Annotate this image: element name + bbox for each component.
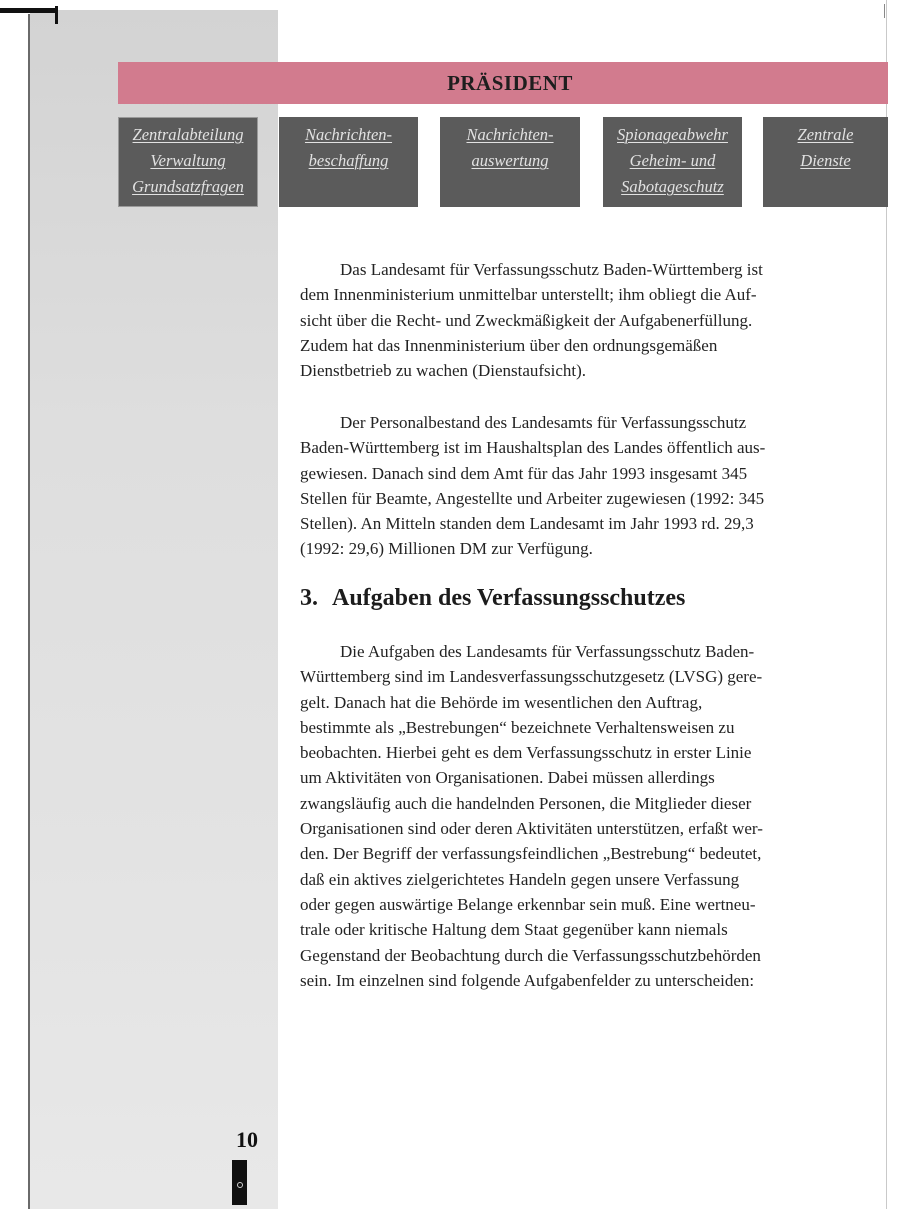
president-header-bar <box>118 62 888 104</box>
section-number: 3. <box>300 585 318 611</box>
department-label: beschaffung <box>308 151 389 170</box>
department-label: Verwaltung <box>150 151 226 170</box>
text-line: zwangsläufig auch die handelnden Personen, die Mitglieder dieser <box>300 793 752 813</box>
department-box-nachrichtenauswertung <box>440 117 580 207</box>
text-line: gelt. Danach hat die Behörde im wesentlichen den Auftrag, <box>300 692 703 712</box>
department-label: Nachrichten- <box>304 125 393 144</box>
department-label: Zentralabteilung <box>132 125 244 144</box>
crop-mark-tick <box>55 6 58 24</box>
text-line: Gegenstand der Beobachtung durch die Verfassungsschutzbehörden <box>300 945 761 965</box>
department-label: Geheim- und <box>629 151 716 170</box>
text-line: um Aktivitäten von Organisationen. Dabei müssen allerdings <box>300 768 715 788</box>
text-line: (1992: 29,6) Millionen DM zur Verfügung. <box>300 539 593 559</box>
department-label: Zentrale <box>797 125 854 144</box>
paragraph-dienstaufsicht <box>300 257 840 383</box>
text-line: den. Der Begriff der verfassungsfeindlichen „Bestrebung“ bedeutet, <box>300 844 762 864</box>
department-label: auswertung <box>471 151 549 170</box>
department-label: Dienste <box>800 151 851 170</box>
left-margin-rule <box>28 14 30 1209</box>
text-line: Stellen für Beamte, Angestellte und Arbeiter zugewiesen (1992: 345 <box>300 488 765 508</box>
paragraph-personalbestand <box>300 410 840 562</box>
text-line: dem Innenministerium unmittelbar unterstellt; ihm obliegt die Auf- <box>300 285 757 305</box>
text-line: daß ein aktives zielgerichtetes Handeln gegen unsere Verfassung <box>300 869 740 889</box>
text-line: Die Aufgaben des Landesamts für Verfassungsschutz Baden- <box>340 642 755 661</box>
text-line: Dienstbetrieb zu wachen (Dienstaufsicht). <box>300 361 587 381</box>
text-line: Baden-Württemberg ist im Haushaltsplan des Landes öffentlich aus- <box>300 438 766 458</box>
department-label: Nachrichten- <box>466 125 554 144</box>
text-line: gewiesen. Danach sind dem Amt für das Jahr 1993 insgesamt 345 <box>300 463 748 483</box>
text-line: sicht über die Recht- und Zweckmäßigkeit der Aufgabenerfüllung. <box>300 310 753 330</box>
text-line: Das Landesamt für Verfassungsschutz Baden-Württemberg ist <box>340 260 763 279</box>
paragraph-aufgaben <box>300 639 840 993</box>
text-line: Württemberg sind im Landesverfassungsschutzgesetz (LVSG) gere- <box>300 667 763 687</box>
department-box-spionageabwehr <box>603 117 742 207</box>
department-box-zentralabteilung <box>118 117 258 207</box>
text-line: oder gegen auswärtige Belange erkennbar sein muß. Eine wertneu- <box>300 894 756 914</box>
text-line: Zudem hat das Innenministerium über den ordnungsgemäßen <box>300 335 718 355</box>
text-line: beobachten. Hierbei geht es dem Verfassungsschutz in erster Linie <box>300 743 752 763</box>
president-title: PRÄSIDENT <box>447 70 573 95</box>
text-line: Organisationen sind oder deren Aktivitäten unterstützen, erfaßt wer- <box>300 819 763 839</box>
text-line: trale oder kritische Haltung dem Staat gegenüber kann niemals <box>300 920 728 940</box>
crop-mark-right <box>884 4 885 18</box>
text-line: sein. Im einzelnen sind folgende Aufgabenfelder zu unterscheiden: <box>300 970 755 990</box>
page-tab-mark <box>237 1182 243 1188</box>
text-line: Stellen). An Mitteln standen dem Landesamt im Jahr 1993 rd. 29,3 <box>300 514 754 534</box>
section-heading <box>300 583 685 613</box>
page-thumb-tab <box>232 1160 247 1205</box>
department-box-zentrale-dienste <box>763 117 888 207</box>
text-line: Der Personalbestand des Landesamts für Verfassungsschutz <box>340 413 747 432</box>
department-box-nachrichtenbeschaffung <box>279 117 418 207</box>
text-line: bestimmte als „Bestrebungen“ bezeichnete Verhaltensweisen zu <box>300 717 735 737</box>
crop-mark <box>0 8 58 13</box>
department-label: Spionageabwehr <box>617 125 728 144</box>
department-label: Sabotageschutz <box>621 177 724 196</box>
page-number: 10 <box>236 1127 258 1152</box>
section-title: Aufgaben des Verfassungsschutzes <box>332 585 686 611</box>
department-label: Grundsatzfragen <box>132 177 244 196</box>
